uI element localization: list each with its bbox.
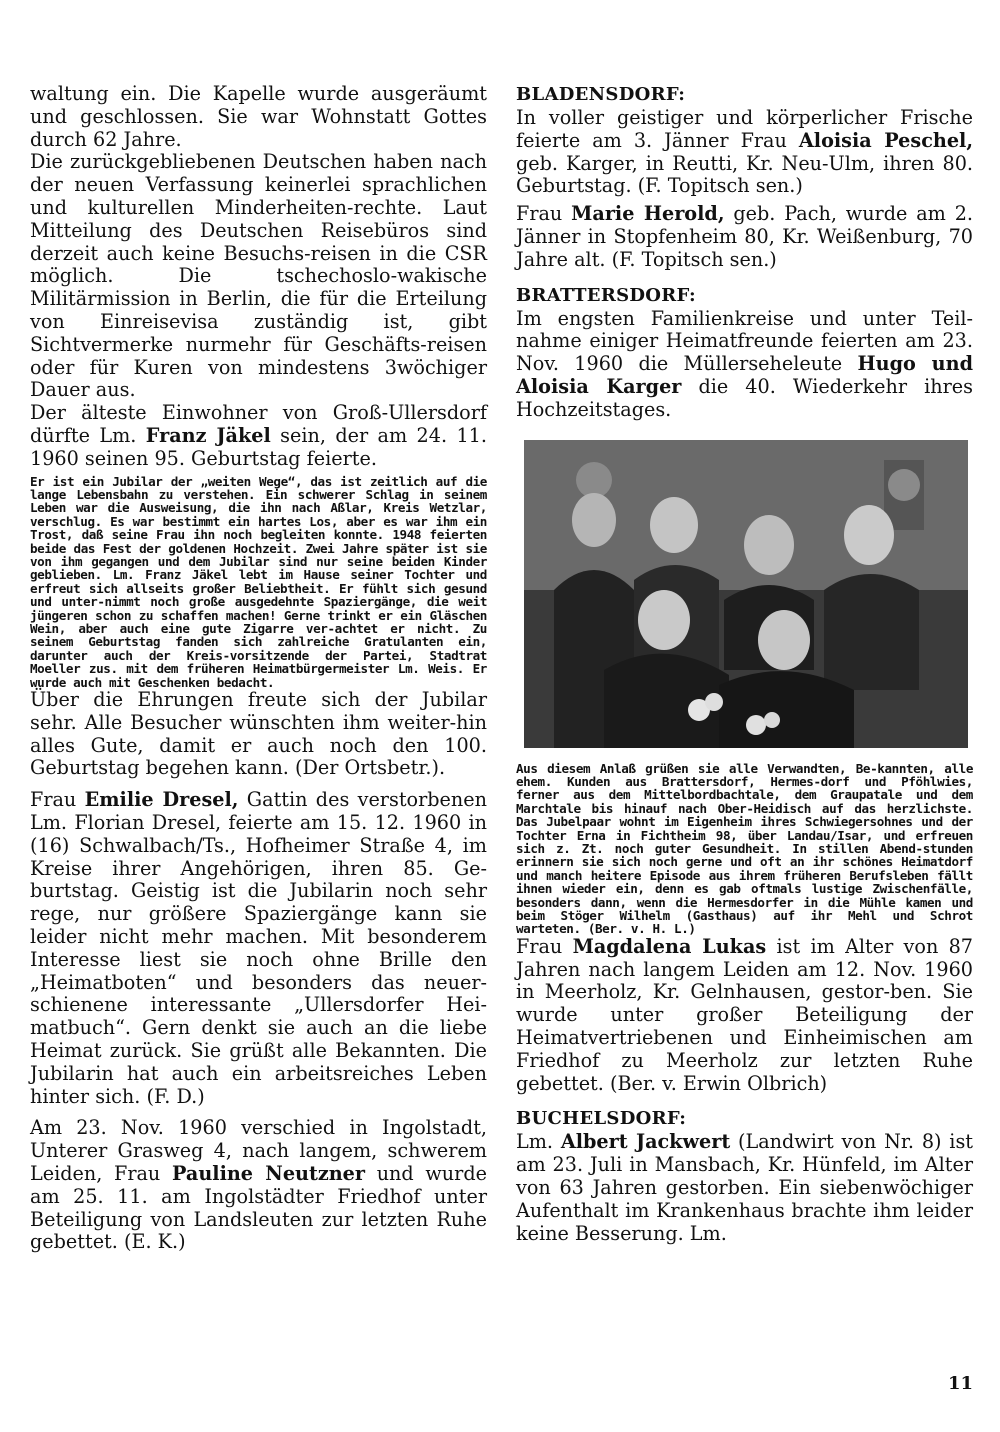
paragraph-herold: Frau Marie Herold, geb. Pach, wurde am 2. Jänner in Stopfenheim 80, Kr. Weißenburg, 70 Jahre alt. (F. Topitsch sen.) [516,202,973,271]
family-photo-illustration [524,440,968,748]
name-aloisia-peschel: Aloisia Peschel, [798,128,974,152]
small-print-karger: Aus diesem Anlaß grüßen sie alle Verwandten, Be-kannten, alle ehem. Kunden aus Brattersdorf, Hermes-dorf und Pföhlwies, ferner aus dem Mittelbordbachtale, dem Graupatale und dem Marchtale bis hinauf nach Ober-Heidisch auf das herzlichste. Das Jubelpaar wohnt im Eigenheim ihres Schwiegersohnes und der Tochter Erna in Fichtheim 98, über Landau/Isar, und erfreuen sich z. Zt. noch guter Gesundheit. In stillen Abend-stunden erinnern sie sich noch gerne und oft an ihr schönes Heimatdorf und manch heitere Episode aus ihrem früheren Berufsleben fällt ihnen wieder ein, denn es gab oftmals lustige Zwischenfälle, besonders dann, wenn die Hermesdorfer in die Mühle kamen und beim Stöger Wilhelm (Gasthaus) auf ihr Mehl und Schrot warteten. (Ber. v. H. L.) [516,760,973,937]
paragraph-jaekel: Der älteste Einwohner von Groß-Ullersdorf dürfte Lm. Franz Jäkel sein, der am 24. 11. 1960 seinen 95. Geburtstag feierte. [30,401,487,470]
paragraph-peschel: In voller geistiger und körperlicher Frische feierte am 3. Jänner Frau Aloisia Peschel, geb. Karger, in Reutti, Kr. Neu-Ulm, ihren 80. Geburtstag. (F. Topitsch sen.) [516,106,974,198]
heading-brattersdorf: BRATTERSDORF: [516,284,696,306]
heading-buchelsdorf: BUCHELSDORF: [516,1108,687,1130]
name-hugo-aloisia-karger: Hugo und Aloisia Karger [516,352,973,398]
name-franz-jaekel: Franz Jäkel [145,423,271,447]
paragraph-minority-rights: Die zurückgebliebenen Deutschen haben nach der neuen Verfassung keinerlei sprachlichen und kulturellen Minderheiten-rechte. Laut Mitteilung des Deutschen Reisebüros sind derzeit auch keine Besuchs-reisen in die CSR möglich. Die tschechoslo-wakische Militärmission in Berlin, die für die Erteilung von Einreisevisa zuständig ist, gibt Sichtvermerke nurmehr für Geschäfts-reisen oder für Kuren von mindestens 3wöchiger Dauer aus. [30,150,487,402]
small-print-jaekel: Er ist ein Jubilar der „weiten Wege“, das ist zeitlich auf die lange Lebensbahn zu verstehen. Ein schwerer Schlag in seinem Leben war die Ausweisung, die ihn nach Aßlar, Kreis Wetzlar, verschlug. Es war bestimmt ein hartes Los, aber es war ihm ein Trost, daß seine Frau ihn noch begleiten konnte. 1948 feierten beide das Fest der goldenen Hochzeit. Zwei Jahre später ist sie von ihm gegangen und dem Jubilar sind nur seine beiden Kinder geblieben. Lm. Franz Jäkel lebt im Hause seiner Tochter und erfreut sich allseits großer Beliebtheit. Er fühlt sich gesund und unter-nimmt noch große ausgedehnte Spaziergänge, die weit jüngeren schon zu schaffen machen! Gerne trinkt er ein Gläschen Wein, aber auch eine gute Zigarre ver-achtet er nicht. Zu seinem Geburtstag fanden sich zahlreiche Gratulanten ein, darunter auch der Kreis-vorsitzende der Partei, Stadtrat Moeller zus. mit dem früheren Heimatbürgermeister Lm. Weis. Er wurde auch mit Geschenken bedacht. [30,473,487,690]
page-number: 11 [948,1373,974,1394]
name-pauline-neutzner: Pauline Neutzner [171,1161,366,1185]
paragraph-honors: Über die Ehrungen freute sich der Jubilar sehr. Alle Besucher wünschten ihm weiter-hin alles Gute, damit er auch noch den 100. Geburtstag begehen kann. (Der Ortsbetr.). [30,688,487,780]
right-column [516,83,973,1245]
paragraph-jackwert: Lm. Albert Jackwert (Landwirt von Nr. 8) ist am 23. Juli in Mansbach, Kr. Hünfeld, im Alter von 63 Jahren gestorben. Ein siebenwöchiger Aufenthalt im Krankenhaus brachte ihm leider keine Besserung. Lm. [516,1130,973,1245]
name-albert-jackwert: Albert Jackwert [560,1130,731,1154]
paragraph-chapel: waltung ein. Die Kapelle wurde ausgeräumt und geschlossen. Sie war Wohnstatt Gottes durch 62 Jahre. [30,82,487,151]
paragraph-lukas: Frau Magdalena Lukas ist im Alter von 87 Jahren nach langem Leiden am 12. Nov. 1960 in Meerholz, Kr. Gelnhausen, gestor-ben. Sie wurde unter großer Beteiligung der Heimatvertriebenen und Einheimischen am Friedhof zu Meerholz zur letzten Ruhe gebettet. (Ber. v. Erwin Olbrich) [516,934,973,1095]
paragraph-karger: Im engsten Familienkreise und unter Teil-nahme einiger Heimatfreunde feierten am 23. Nov. 1960 die Müllerseheleute Hugo und Aloisia Karger die 40. Wiederkehr ihres Hochzeitstages. [516,306,973,421]
name-marie-herold: Marie Herold, [571,202,725,226]
paragraph-neutzner: Am 23. Nov. 1960 verschied in Ingolstadt, Unterer Grasweg 4, nach langem, schwerem Leiden, Frau Pauline Neutzner und wurde am 25. 11. am Ingolstädter Friedhof unter Beteiligung von Landsleuten zur letzten Ruhe gebettet. (E. K.) [30,1116,487,1254]
family-photo [524,440,968,748]
heading-bladensdorf: BLADENSDORF: [516,84,686,105]
name-emilie-dresel: Emilie Dresel, [84,788,239,812]
paragraph-dresel: Frau Emilie Dresel, Gattin des verstorbenen Lm. Florian Dresel, feierte am 15. 12. 1960 in (16) Schwalbach/Ts., Hofheimer Straße 4, im Kreise ihrer Angehörigen, ihren 85. Ge-burtstag. Geistig ist die Jubilarin noch sehr rege, nur größere Spaziergänge kann sie leider nicht mehr machen. Mit besonderem Interesse liest sie noch ohne Brille den „Heimatboten“ und besonders das neuer-schienene interessante „Ullersdorfer Hei-matbuch“. Gern denkt sie auch an die liebe Heimat zurück. Sie grüßt alle Bekannten. Die Jubilarin hat auch ein arbeitsreiches Leben hinter sich. (F. D.) [30,788,487,1108]
left-column [30,83,487,1254]
name-magdalena-lukas: Magdalena Lukas [572,934,767,958]
